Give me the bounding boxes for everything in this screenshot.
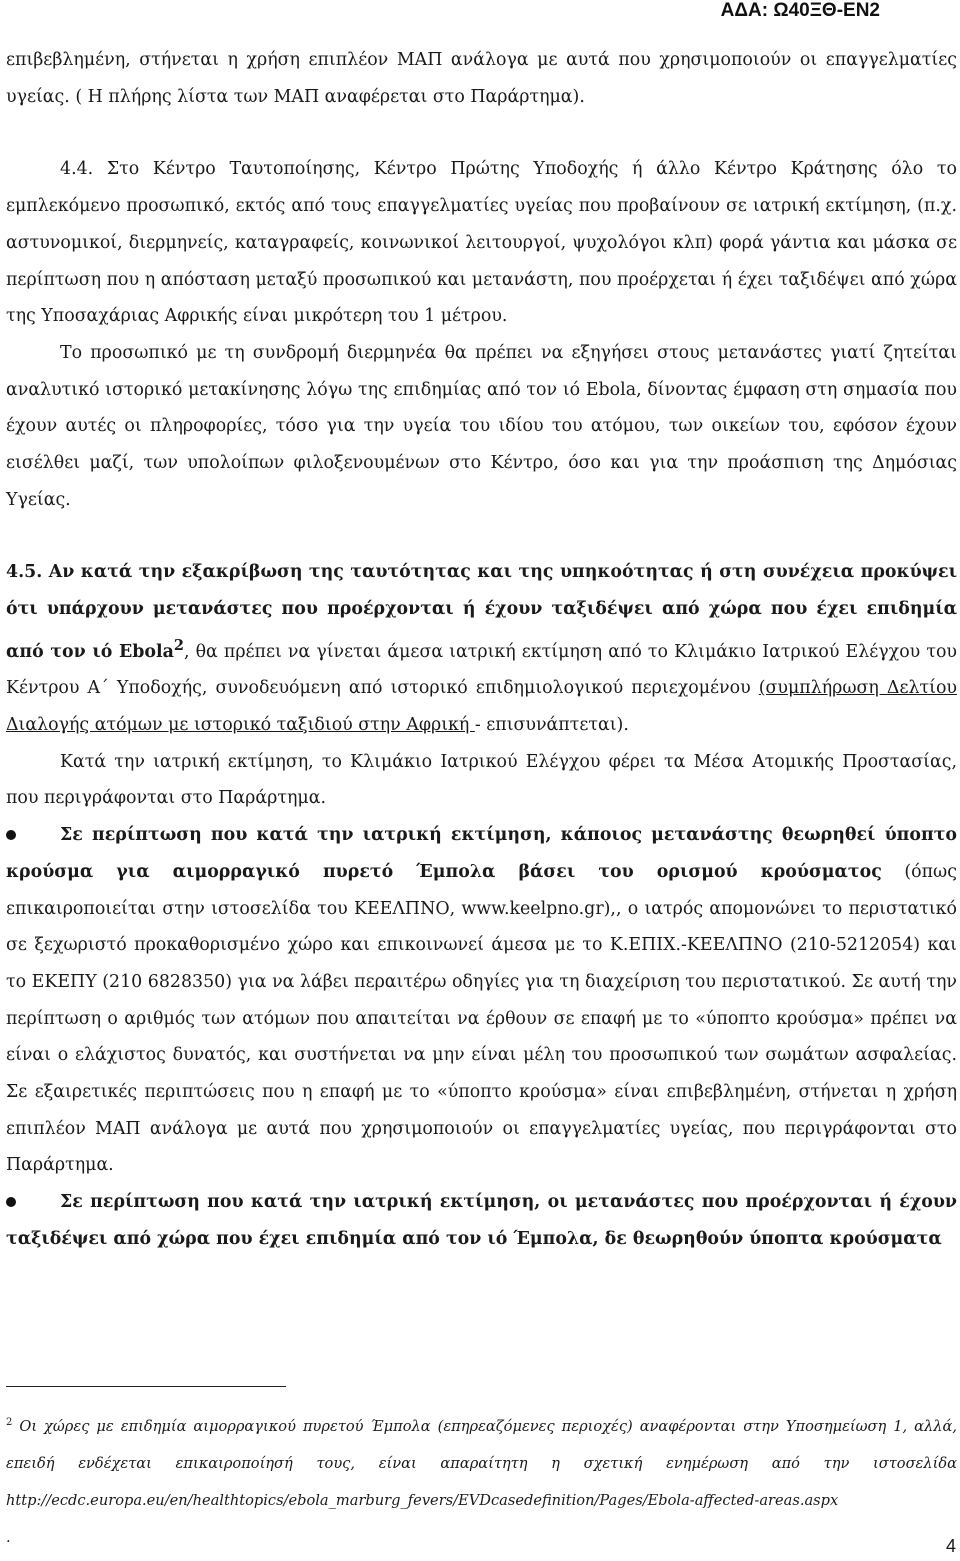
- footnote-text: Οι χώρες με επιδημία αιμορραγικού πυρετού Έμπολα (επηρεαζόμενες περιοχές) αναφέρονται στην Υποσημείωση 1, αλλά, επειδή ενδέχεται επικαιροποίησή τους, είναι απαραίτητη η σχετική ενημέρωση από την ιστοσελίδα http://ecdc.europa.eu/en/healthtopics/ebola_marburg_fevers/EVDcasedefinition/Pages/Ebola-affected-areas.aspx: [6, 1417, 957, 1509]
- page-number: 4: [945, 1536, 956, 1556]
- paragraph-4-5: [6, 554, 957, 743]
- spacer: [6, 115, 957, 151]
- bullet-item-suspect-case: [6, 817, 957, 1184]
- paragraph-4-4: 4.4. Στο Κέντρο Ταυτοποίησης, Κέντρο Πρώτης Υποδοχής ή άλλο Κέντρο Κράτησης όλο το εμπλεκόμενο προσωπικό, εκτός από τους επαγγελματίες υγείας που προβαίνουν σε ιατρική εκτίμηση, (π.χ. αστυνομικοί, διερμηνείς, καταγραφείς, κοινωνικοί λειτουργοί, ψυχολόγοι κλπ) φορά γάντια και μάσκα σε περίπτωση που η απόσταση μεταξύ προσωπικού και μετανάστη, που προέρχεται ή έχει ταξιδέψει από χώρα της Υποσαχάριας Αφρικής είναι μικρότερη του 1 μέτρου.: [6, 159, 957, 327]
- bullet-1-text: (όπως επικαιροποιείται στην ιστοσελίδα του ΚΕΕΛΠΝΟ, www.keelpno.gr),, ο ιατρός απομονώνει το περιστατικό σε ξεχωριστό προκαθορισμένο χώρο και επικοινωνεί άμεσα με το Κ.ΕΠΙΧ.-ΚΕΕΛΠΝΟ (210-5212054) και το ΕΚΕΠΥ (210 6828350) για να λάβει περαιτέρω οδηγίες για τη διαχείριση του περιστατικού. Σε αυτή την περίπτωση ο αριθμός των ατόμων που απαιτείται να έρθουν σε επαφή με το «ύποπτο κρούσμα» πρέπει να είναι ο ελάχιστος δυνατός, και συστήνεται να μην είναι μέλη του προσωπικού των σωμάτων ασφαλείας. Σε εξαιρετικές περιπτώσεις που η επαφή με το «ύποπτο κρούσμα» είναι επιβεβλημένη, στήνεται η χρήση επιπλέον ΜΑΠ ανάλογα με αυτά που χρησιμοποιούν οι επαγγελματίες υγείας, που περιγράφονται στο Παράρτημα.: [6, 861, 957, 1176]
- bullet-item-not-suspect: [6, 1184, 957, 1257]
- spacer: [6, 518, 957, 554]
- bullet-2-bold: Σε περίπτωση που κατά την ιατρική εκτίμηση, οι μετανάστες που προέρχονται ή έχουν ταξιδέψει από χώρα που έχει επιδημία από τον ιό Έμπολα, δε θεωρηθούν ύποπτα κρούσματα: [6, 1192, 957, 1249]
- footnote-number: 2: [6, 1417, 13, 1428]
- footnote-divider: [6, 1386, 286, 1387]
- paragraph-medical-team: Κατά την ιατρική εκτίμηση, το Κλιμάκιο Ιατρικού Ελέγχου φέρει τα Μέσα Ατομικής Προστασίας, που περιγράφονται στο Παράρτημα.: [6, 751, 957, 809]
- paragraph-4-5-bold: 4.5. Αν κατά την εξακρίβωση της ταυτότητας και της υπηκοότητας ή στη συνέχεια προκύψει ότι υπάρχουν μετανάστες που προέρχονται ή έχουν ταξιδέψει από χώρα που έχει επιδημία από τον ιό Ebola: [6, 562, 957, 662]
- document-reference-code: ΑΔΑ: Ω40ΞΘ-ΕΝ2: [720, 0, 880, 21]
- footnote: [6, 1404, 957, 1556]
- paragraph-continuation: επιβεβλημένη, στήνεται η χρήση επιπλέον ΜΑΠ ανάλογα με αυτά που χρησιμοποιούν οι επαγγελματίες υγείας. ( Η πλήρης λίστα των ΜΑΠ αναφέρεται στο Παράρτημα).: [6, 50, 957, 107]
- bullet-1-bold: Σε περίπτωση που κατά την ιατρική εκτίμηση, κάποιος μετανάστης θεωρηθεί ύποπτο κρούσμα για αιμορραγικό πυρετό Έμπολα βάσει του ορισμού κρούσματος: [6, 825, 957, 882]
- footnote-trail: .: [6, 1528, 11, 1546]
- paragraph-interpreter: Το προσωπικό με τη συνδρομή διερμηνέα θα πρέπει να εξηγήσει στους μετανάστες γιατί ζητείται αναλυτικό ιστορικό μετακίνησης λόγω της επιδημίας από τον ιό Ebola, δίνοντας έμφαση στη σημασία που έχουν αυτές οι πληροφορίες, τόσο για την υγεία του ιδίου του ατόμου, των οικείων του, εφόσον έχουν εισέλθει μαζί, των υπολοίπων φιλοξενουμένων στο Κέντρο, όσο και για την προάσπιση της Δημόσιας Υγείας.: [6, 342, 957, 510]
- paragraph-4-5-text: , θα πρέπει να γίνεται άμεσα ιατρική εκτίμηση από το Κλιμάκιο Ιατρικού Ελέγχου του Κέντρου Α΄ Υποδοχής, συνοδευόμενη από ιστορικό επιδημιολογικού περιεχομένου: [6, 641, 957, 699]
- paragraph-4-5-end: - επισυνάπτεται).: [474, 715, 629, 736]
- footnote-ref: 2: [173, 636, 184, 654]
- document-body: [6, 42, 957, 1258]
- triage-form-reference: (συμπλήρωση Δελτίου Διαλογής ατόμων με ιστορικό ταξιδιού στην Αφρική: [6, 678, 957, 736]
